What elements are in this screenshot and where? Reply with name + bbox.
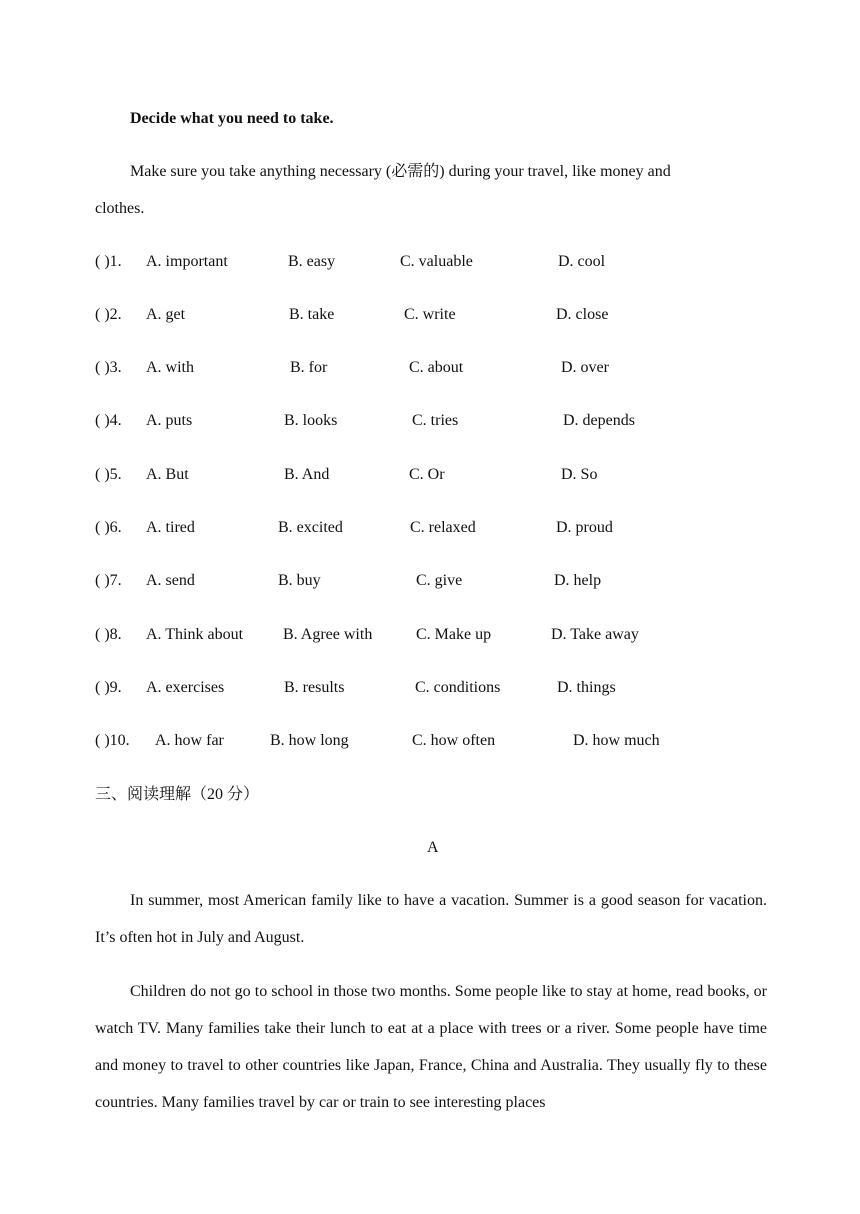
option-c: C. about — [409, 359, 464, 376]
question-number: ( )10. — [95, 732, 130, 749]
option-d: D. close — [556, 306, 609, 323]
option-b: B. And — [284, 466, 330, 483]
option-c: C. Make up — [416, 626, 492, 643]
reading-paragraph: Children do not go to school in those two months. Some people like to stay at home, read books, or watch TV. Many families take their lunch to eat at a place with trees or a river. Some people have time and money to travel to other countries like Japan, France, China and Australia. They usually fly to these countries. Many families travel by car or train to see interesting places — [95, 983, 767, 1111]
option-d: D. help — [554, 572, 602, 589]
option-a: A. exercises — [146, 679, 225, 696]
passage-heading: Decide what you need to take. — [130, 110, 334, 127]
option-a: A. send — [146, 572, 195, 589]
question-number: ( )6. — [95, 519, 122, 536]
question-number: ( )7. — [95, 572, 122, 589]
option-c: C. valuable — [400, 253, 473, 270]
option-b: B. results — [284, 679, 345, 696]
question-number: ( )8. — [95, 626, 122, 643]
option-a: A. how far — [155, 732, 224, 749]
option-c: C. write — [404, 306, 456, 323]
option-a: A. puts — [146, 412, 193, 429]
question-number: ( )5. — [95, 466, 122, 483]
option-a: A. get — [146, 306, 186, 323]
option-c: C. give — [416, 572, 463, 589]
question-number: ( )9. — [95, 679, 122, 696]
option-a: A. Think about — [146, 626, 244, 643]
option-c: C. how often — [412, 732, 496, 749]
option-b: B. looks — [284, 412, 338, 429]
passage-paragraph-line: Make sure you take anything necessary (必需的) during your travel, like money and — [130, 163, 671, 180]
option-a: A. But — [146, 466, 189, 483]
option-a: A. tired — [146, 519, 195, 536]
question-number: ( )3. — [95, 359, 122, 376]
option-c: C. relaxed — [410, 519, 476, 536]
option-c: C. Or — [409, 466, 445, 483]
option-b: B. for — [290, 359, 328, 376]
option-d: D. over — [561, 359, 609, 376]
option-b: B. excited — [278, 519, 343, 536]
option-a: A. important — [146, 253, 228, 270]
option-d: D. proud — [556, 519, 613, 536]
passage-paragraph-line: clothes. — [95, 200, 145, 217]
option-b: B. Agree with — [283, 626, 373, 643]
option-d: D. Take away — [551, 626, 639, 643]
reading-paragraph: In summer, most American family like to have a vacation. Summer is a good season for vacation. It’s often hot in July and August. — [95, 892, 767, 946]
option-d: D. cool — [558, 253, 606, 270]
passage-label: A — [427, 839, 439, 856]
option-d: D. So — [561, 466, 598, 483]
option-d: D. things — [557, 679, 616, 696]
option-c: C. tries — [412, 412, 459, 429]
option-a: A. with — [146, 359, 194, 376]
question-number: ( )2. — [95, 306, 122, 323]
option-d: D. how much — [573, 732, 660, 749]
option-b: B. easy — [288, 253, 336, 270]
option-b: B. how long — [270, 732, 349, 749]
section-title: 三、阅读理解（20 分） — [95, 786, 260, 803]
question-number: ( )4. — [95, 412, 122, 429]
option-b: B. take — [289, 306, 335, 323]
option-c: C. conditions — [415, 679, 501, 696]
option-b: B. buy — [278, 572, 321, 589]
question-number: ( )1. — [95, 253, 122, 270]
option-d: D. depends — [563, 412, 635, 429]
